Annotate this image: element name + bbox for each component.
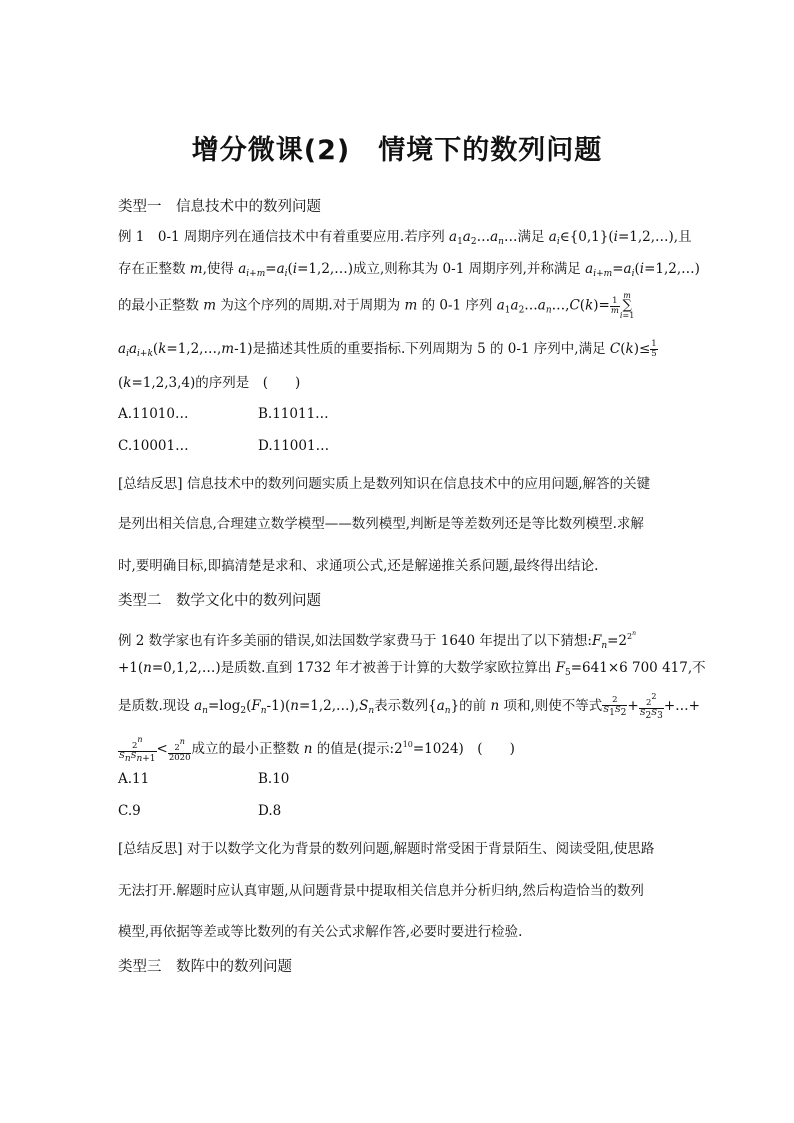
example1-line2: 存在正整数 m,使得 $a_{i+m}=a_i(i=1,2,\dots)$成立,则称其为 0-1 周期序列,并称满足 $a_{i+m}=a_i(i=1,2,\dots)$ bbox=[118, 261, 700, 279]
example2-option-d[interactable]: D.8 bbox=[258, 803, 282, 819]
example1-line4: $a_ia_{i+k}(k=1,2,\dots,m-1)$是描述其性质的重要指标.下列周期为 5 的 0-1 序列中,满足 C(k)≤ $\frac{1}{5}$ bbox=[118, 339, 657, 359]
summary1-line2: 是列出相关信息,合理建立数学模型——数列模型,判断是等差数列还是等比数列模型.求解 bbox=[118, 516, 644, 532]
section-heading-type1: 类型一 信息技术中的数列问题 bbox=[118, 199, 321, 215]
page-title: 增分微课(2) 情境下的数列问题 bbox=[191, 135, 603, 166]
example1-option-c[interactable]: C.10001… bbox=[118, 438, 189, 454]
example1-line5: (k=1,2,3,4)的序列是 ( ) bbox=[118, 375, 301, 391]
section-heading-type3: 类型三 数阵中的数列问题 bbox=[118, 959, 292, 975]
example1-option-b[interactable]: B.11011… bbox=[258, 406, 329, 422]
section-heading-type2: 类型二 数学文化中的数列问题 bbox=[118, 593, 321, 609]
summary2-line1: [总结反思] 对于以数学文化为背景的数列问题,解题时常受困于背景陌生、阅读受阻,使思路 bbox=[118, 841, 655, 857]
example2-line3: 是质数.现设 $a_n=\log_2(F_n-1)(n=1,2,\dots),S_n$表示数列$\{a_n\}$的前 n 项和,则使不等式 $\frac{2}{S_1S_2}$ + $\frac{2^2}{S_2S_3}$ +…+ bbox=[118, 692, 700, 721]
example2-option-c[interactable]: C.9 bbox=[118, 803, 141, 819]
example1-line3: 的最小正整数 m 为这个序列的周期.对于周期为 m 的 0-1 序列 $a_1a_2\dots a_n\dots,C(k)=$ $\frac{1}{m}$ m ∑ i=1 bbox=[118, 291, 635, 320]
summary2-line3: 模型,再依据等差或等比数列的有关公式求解作答,必要时要进行检验. bbox=[118, 924, 523, 940]
summary1-line3: 时,要明确目标,即搞清楚是求和、求通项公式,还是解递推关系问题,最终得出结论. bbox=[118, 558, 599, 574]
example2-option-a[interactable]: A.11 bbox=[118, 771, 150, 787]
example2-line4: $\frac{2^n}{S_nS_{n+1}}$ < $\frac{2^n}{2020}$ 成立的最小正整数 n 的值是(提示$:2^{10}=1024$) ( ) bbox=[119, 735, 515, 764]
summary1-line1: [总结反思] 信息技术中的数列问题实质上是数列知识在信息技术中的应用问题,解答的关键 bbox=[118, 476, 651, 492]
example1-option-a[interactable]: A.11010… bbox=[118, 406, 189, 422]
example2-line2: +1(n=0,1,2,…)是质数.直到 1732 年才被善于计算的大数学家欧拉算出 $F_5=641\times 6$ 700 417,不 bbox=[118, 660, 706, 678]
summary2-line2: 无法打开.解题时应认真审题,从问题背景中提取相关信息并分析归纳,然后构造恰当的数列 bbox=[118, 883, 644, 899]
example2-line1: 例 2 数学家也有许多美丽的错误,如法国数学家费马于 1640 年提出了以下猜想$:F_n=2^{2^n}$ bbox=[118, 630, 636, 651]
example1-option-d[interactable]: D.11001… bbox=[258, 438, 330, 454]
example2-option-b[interactable]: B.10 bbox=[258, 771, 290, 787]
example1-line1: 例 1 0-1 周期序列在通信技术中有着重要应用.若序列 $a_1a_2\dots a_n\dots$满足 $a_i\in\{0,1\}(i=1,2,\dots)$,且 bbox=[118, 229, 692, 247]
